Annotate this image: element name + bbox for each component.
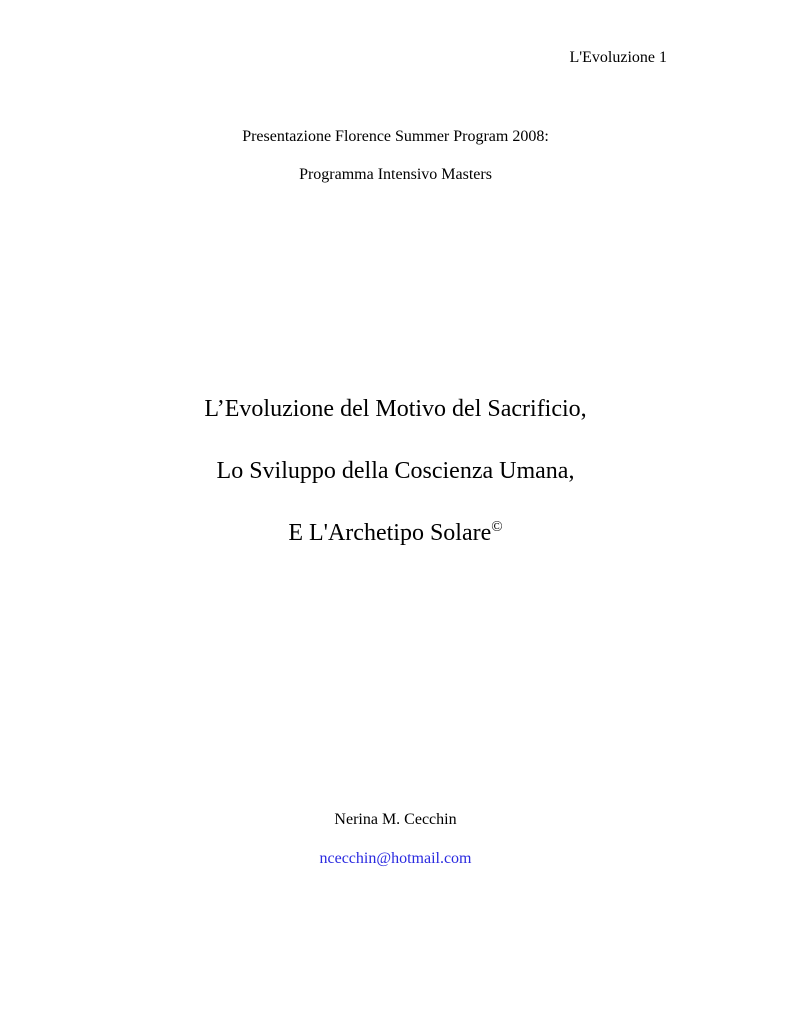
title-line-3-text: E L'Archetipo Solare [288,519,492,546]
title-line-1: L’Evoluzione del Motivo del Sacrificio, [204,396,587,422]
author-block [0,810,791,868]
presentation-block [0,127,791,203]
copyright-superscript: © [491,518,503,535]
presentation-line-2: Programma Intensivo Masters [299,166,492,184]
presentation-line-1: Presentazione Florence Summer Program 2008: [242,128,549,145]
email-link[interactable]: ncecchin@hotmail.com [319,850,472,868]
title-line-3 [0,519,791,548]
title-line-2: Lo Sviluppo della Coscienza Umana, [216,457,575,484]
running-head: L'Evoluzione 1 [569,49,667,66]
title-block [0,395,791,580]
author-email-line [0,849,791,868]
author-name: Nerina M. Cecchin [334,811,457,828]
